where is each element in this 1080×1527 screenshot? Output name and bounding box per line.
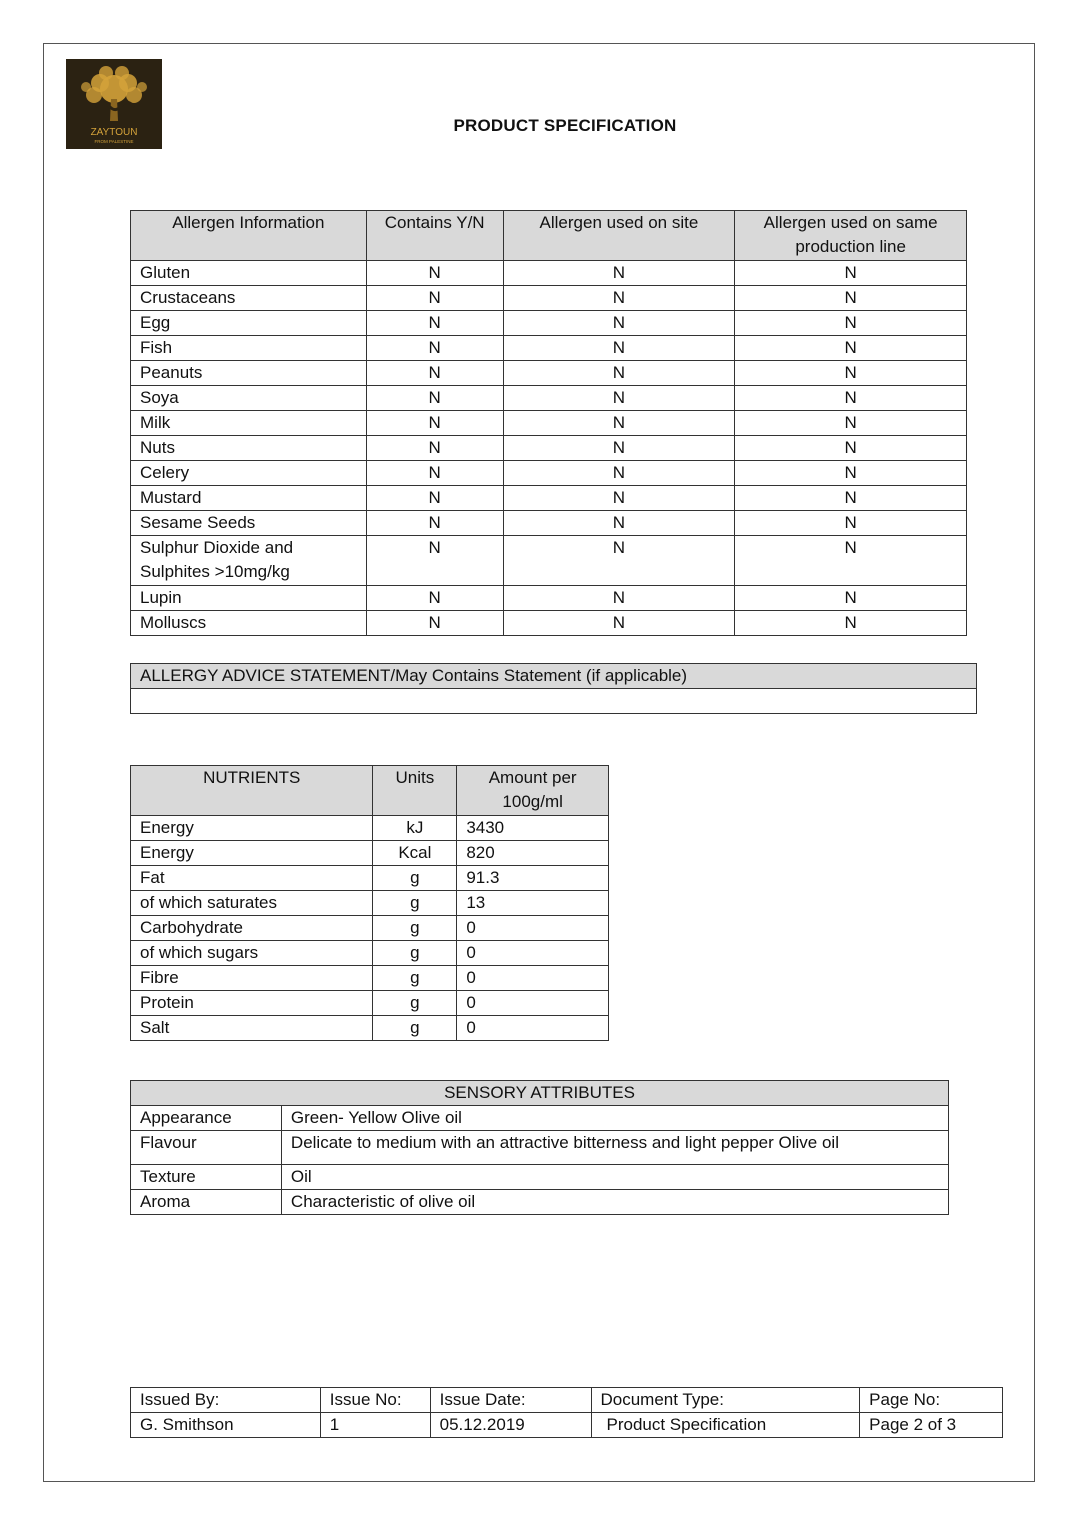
same-line-value: N [735, 286, 967, 311]
olive-tree-icon [66, 59, 162, 149]
allergen-header-cell: Allergen used on same production line [735, 211, 967, 261]
nutrient-unit: g [373, 916, 457, 941]
issue-no-label: Issue No: [320, 1388, 430, 1413]
table-row [131, 386, 967, 411]
allergen-name: Peanuts [131, 361, 367, 386]
issue-no-value: 1 [320, 1413, 430, 1438]
zaytoun-logo [66, 59, 162, 149]
allergen-name: Lupin [131, 586, 367, 611]
allergen-header-cell: Allergen used on site [503, 211, 735, 261]
allergy-advice-table [130, 663, 977, 714]
allergen-name: Nuts [131, 436, 367, 461]
nutrient-unit: g [373, 866, 457, 891]
table-row [131, 511, 967, 536]
same-line-value: N [735, 261, 967, 286]
nutrient-header-row [131, 766, 609, 816]
allergen-header-cell: Contains Y/N [366, 211, 503, 261]
nutrient-name: Energy [131, 816, 373, 841]
same-line-value: N [735, 311, 967, 336]
nutrient-name: Fibre [131, 966, 373, 991]
sensory-attribute: Appearance [131, 1106, 282, 1131]
table-row [131, 486, 967, 511]
sensory-value: Oil [281, 1165, 948, 1190]
nutrient-amount: 13 [457, 891, 609, 916]
nutrient-unit: g [373, 1016, 457, 1041]
nutrient-name: Energy [131, 841, 373, 866]
nutrient-name: Carbohydrate [131, 916, 373, 941]
same-line-value: N [735, 436, 967, 461]
on-site-value: N [503, 511, 735, 536]
table-row [131, 311, 967, 336]
same-line-value: N [735, 586, 967, 611]
issued-by-value: G. Smithson [131, 1413, 321, 1438]
contains-value: N [366, 511, 503, 536]
table-row [131, 1165, 949, 1190]
allergen-name: Sulphur Dioxide and Sulphites >10mg/kg [131, 536, 367, 586]
nutrient-amount: 91.3 [457, 866, 609, 891]
same-line-value: N [735, 461, 967, 486]
footer-label-row [131, 1388, 1003, 1413]
nutrient-unit: g [373, 966, 457, 991]
contains-value: N [366, 611, 503, 636]
sensory-attribute: Flavour [131, 1131, 282, 1165]
on-site-value: N [503, 586, 735, 611]
table-row [131, 436, 967, 461]
allergy-advice-header-row [131, 664, 977, 689]
on-site-value: N [503, 461, 735, 486]
sensory-attribute: Texture [131, 1165, 282, 1190]
on-site-value: N [503, 411, 735, 436]
on-site-value: N [503, 486, 735, 511]
table-row [131, 411, 967, 436]
same-line-value: N [735, 411, 967, 436]
page-title: PRODUCT SPECIFICATION [453, 116, 677, 135]
on-site-value: N [503, 336, 735, 361]
contains-value: N [366, 411, 503, 436]
nutrient-name: of which saturates [131, 891, 373, 916]
table-row [131, 966, 609, 991]
same-line-value: N [735, 336, 967, 361]
nutrient-unit: g [373, 941, 457, 966]
same-line-value: N [735, 536, 967, 586]
nutrient-name: Salt [131, 1016, 373, 1041]
sensory-header: SENSORY ATTRIBUTES [131, 1081, 949, 1106]
nutrient-name: Protein [131, 991, 373, 1016]
contains-value: N [366, 436, 503, 461]
nutrient-amount: 0 [457, 916, 609, 941]
page-no-label: Page No: [860, 1388, 1003, 1413]
table-row [131, 261, 967, 286]
nutrient-amount: 0 [457, 991, 609, 1016]
issued-by-label: Issued By: [131, 1388, 321, 1413]
contains-value: N [366, 536, 503, 586]
table-row [131, 1190, 949, 1215]
allergen-name: Fish [131, 336, 367, 361]
contains-value: N [366, 336, 503, 361]
table-row [131, 611, 967, 636]
allergen-header-row [131, 211, 967, 261]
same-line-value: N [735, 361, 967, 386]
table-row [131, 1016, 609, 1041]
sensory-value: Delicate to medium with an attractive bitterness and light pepper Olive oil [281, 1131, 948, 1165]
nutrient-amount: 0 [457, 941, 609, 966]
table-row [131, 816, 609, 841]
on-site-value: N [503, 436, 735, 461]
footer-value-row [131, 1413, 1003, 1438]
allergen-name: Mustard [131, 486, 367, 511]
nutrient-amount: 0 [457, 1016, 609, 1041]
contains-value: N [366, 311, 503, 336]
table-row [131, 336, 967, 361]
contains-value: N [366, 361, 503, 386]
page-no-value: Page 2 of 3 [860, 1413, 1003, 1438]
contains-value: N [366, 286, 503, 311]
document-type-label: Document Type: [591, 1388, 860, 1413]
on-site-value: N [503, 286, 735, 311]
allergen-name: Milk [131, 411, 367, 436]
sensory-value: Characteristic of olive oil [281, 1190, 948, 1215]
nutrient-amount: 820 [457, 841, 609, 866]
issue-date-value: 05.12.2019 [430, 1413, 591, 1438]
document-footer-table [130, 1387, 1003, 1438]
contains-value: N [366, 386, 503, 411]
nutrient-name: of which sugars [131, 941, 373, 966]
same-line-value: N [735, 611, 967, 636]
table-row [131, 1131, 949, 1165]
on-site-value: N [503, 386, 735, 411]
nutrient-unit: g [373, 991, 457, 1016]
contains-value: N [366, 486, 503, 511]
same-line-value: N [735, 486, 967, 511]
allergen-header-cell: Allergen Information [131, 211, 367, 261]
nutrient-unit: g [373, 891, 457, 916]
table-row [131, 941, 609, 966]
on-site-value: N [503, 361, 735, 386]
nutrient-header-cell: Units [373, 766, 457, 816]
sensory-header-row [131, 1081, 949, 1106]
same-line-value: N [735, 511, 967, 536]
on-site-value: N [503, 536, 735, 586]
sensory-value: Green- Yellow Olive oil [281, 1106, 948, 1131]
sensory-attribute: Aroma [131, 1190, 282, 1215]
same-line-value: N [735, 386, 967, 411]
table-row [131, 361, 967, 386]
nutrient-unit: kJ [373, 816, 457, 841]
table-row [131, 1106, 949, 1131]
allergy-advice-header: ALLERGY ADVICE STATEMENT/May Contains Statement (if applicable) [131, 664, 977, 689]
allergen-name: Celery [131, 461, 367, 486]
table-row [131, 991, 609, 1016]
nutrient-amount: 3430 [457, 816, 609, 841]
issue-date-label: Issue Date: [430, 1388, 591, 1413]
sensory-attributes-table [130, 1080, 949, 1215]
table-row [131, 916, 609, 941]
allergen-table [130, 210, 967, 636]
allergen-name: Egg [131, 311, 367, 336]
logo-text: ZAYTOUN [90, 127, 138, 138]
nutrient-table [130, 765, 609, 1041]
nutrient-unit: Kcal [373, 841, 457, 866]
allergen-name: Sesame Seeds [131, 511, 367, 536]
nutrient-header-cell: Amount per 100g/ml [457, 766, 609, 816]
contains-value: N [366, 261, 503, 286]
allergen-name: Crustaceans [131, 286, 367, 311]
contains-value: N [366, 586, 503, 611]
allergen-name: Gluten [131, 261, 367, 286]
nutrient-amount: 0 [457, 966, 609, 991]
table-row [131, 536, 967, 586]
allergy-advice-value-row [131, 689, 977, 714]
table-row [131, 586, 967, 611]
allergen-name: Molluscs [131, 611, 367, 636]
table-row [131, 891, 609, 916]
on-site-value: N [503, 611, 735, 636]
nutrient-name: Fat [131, 866, 373, 891]
contains-value: N [366, 461, 503, 486]
table-row [131, 866, 609, 891]
logo-subtext: FROM PALESTINE [94, 139, 134, 144]
nutrient-header-cell: NUTRIENTS [131, 766, 373, 816]
table-row [131, 286, 967, 311]
document-type-value: Product Specification [591, 1413, 860, 1438]
allergen-name: Soya [131, 386, 367, 411]
table-row [131, 461, 967, 486]
on-site-value: N [503, 311, 735, 336]
on-site-value: N [503, 261, 735, 286]
table-row [131, 841, 609, 866]
allergy-advice-value [131, 689, 977, 714]
